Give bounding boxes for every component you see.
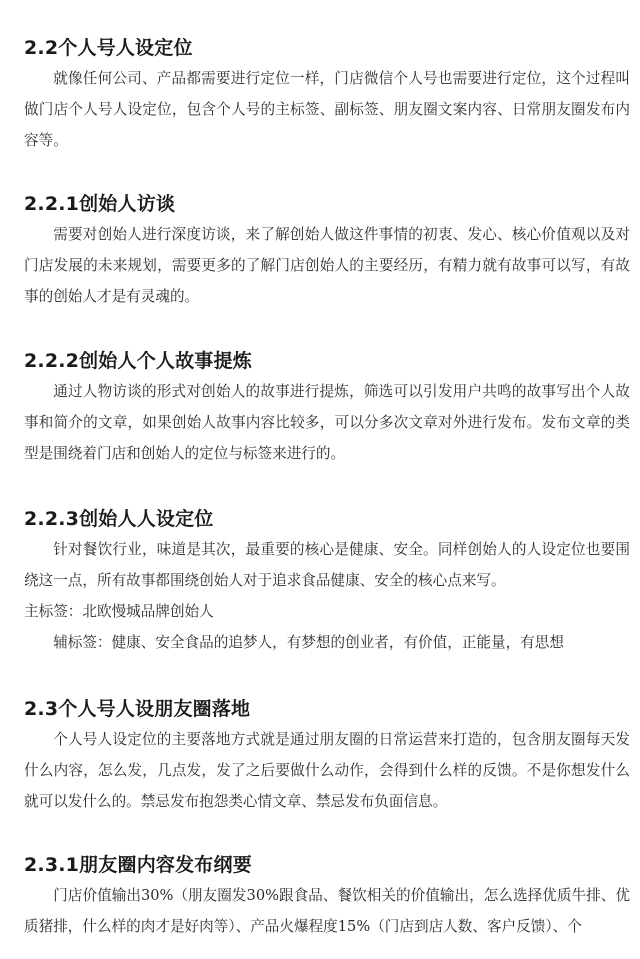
- section-paragraph: 针对餐饮行业，味道是其次，最重要的核心是健康、安全。同样创始人的人设定位也要围绕这一点，所有故事都围绕创始人对于追求食品健康、安全的核心点来写。: [24, 541, 630, 589]
- section-heading: 2.3.1朋友圈内容发布纲要: [24, 854, 252, 876]
- section-paragraph: 需要对创始人进行深度访谈，来了解创始人做这件事情的初衷、发心、核心价值观以及对门店发展的未来规划，需要更多的了解门店创始人的主要经历，有精力就有故事可以写，有故事的创始人才是有灵魂的。: [24, 226, 630, 305]
- section-2-3: [24, 697, 630, 817]
- main-tag-line: 主标签：北欧慢城品牌创始人: [24, 603, 214, 620]
- section-heading: 2.2.2创始人个人故事提炼: [24, 350, 252, 372]
- section-heading: 2.2个人号人设定位: [24, 37, 193, 59]
- section-paragraph: 通过人物访谈的形式对创始人的故事进行提炼，筛选可以引发用户共鸣的故事写出个人故事和简介的文章，如果创始人故事内容比较多，可以分多次文章对外进行发布。发布文章的类型是围绕着门店和创始人的定位与标签来进行的。: [24, 383, 630, 462]
- section-paragraph: 个人号人设定位的主要落地方式就是通过朋友圈的日常运营来打造的，包含朋友圈每天发什么内容，怎么发，几点发，发了之后要做什么动作，会得到什么样的反馈。不是你想发什么就可以发什么的。禁忌发布抱怨类心情文章、禁忌发布负面信息。: [24, 731, 630, 810]
- section-2-2-3: [24, 507, 630, 658]
- section-paragraph: 就像任何公司、产品都需要进行定位一样，门店微信个人号也需要进行定位，这个过程叫做门店个人号人设定位，包含个人号的主标签、副标签、朋友圈文案内容、日常朋友圈发布内容等。: [24, 70, 630, 149]
- section-2-2-1: [24, 192, 630, 312]
- section-heading: 2.3个人号人设朋友圈落地: [24, 698, 251, 720]
- sub-tag-line: 辅标签：健康、安全食品的追梦人，有梦想的创业者，有价值，正能量，有思想: [53, 634, 564, 651]
- section-paragraph: 门店价值输出30%（朋友圈发30%跟食品、餐饮相关的价值输出，怎么选择优质牛排、优质猪排，什么样的肉才是好肉等）、产品火爆程度15%（门店到店人数、客户反馈）、个: [24, 887, 630, 935]
- section-2-2: [24, 36, 630, 156]
- section-2-2-2: [24, 349, 630, 469]
- section-heading: 2.2.3创始人人设定位: [24, 508, 214, 530]
- section-heading: 2.2.1创始人访谈: [24, 193, 176, 215]
- section-2-3-1: [24, 853, 630, 942]
